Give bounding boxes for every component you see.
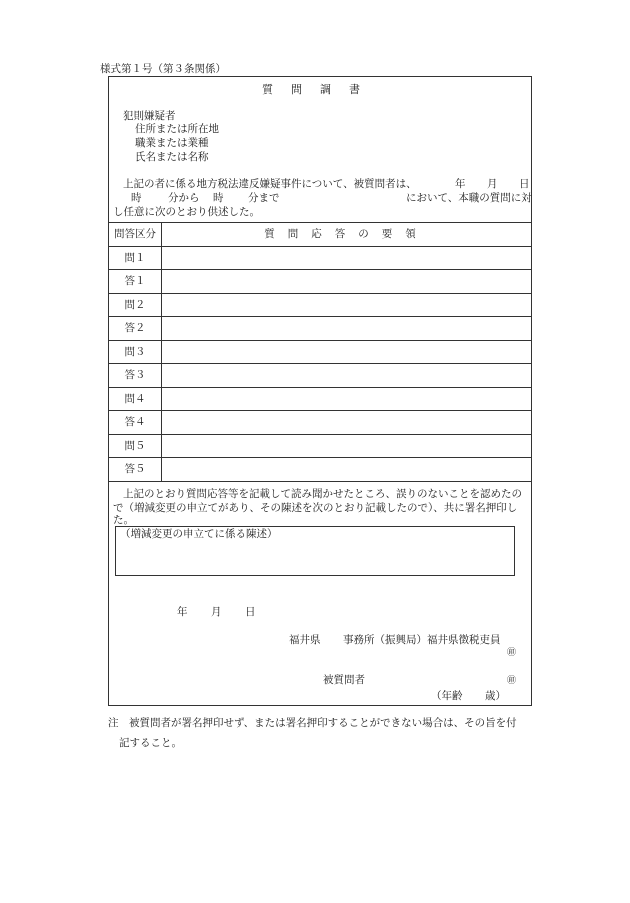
qa-row-content	[162, 434, 532, 458]
statement-day: 日	[519, 178, 530, 190]
statement-hour-until: 時	[213, 192, 224, 204]
qa-row-label: 問５	[109, 434, 162, 458]
table-row	[109, 458, 531, 482]
qa-row-label: 答５	[109, 458, 162, 482]
respondent-seal-icon: ㊞	[507, 676, 517, 686]
qa-row-content	[162, 364, 532, 388]
closing-text-3: た。	[113, 514, 134, 526]
table-row	[109, 364, 531, 388]
qa-row-label: 問３	[109, 340, 162, 364]
statement-month: 月	[487, 178, 498, 190]
statement-text: 上記の者に係る地方税法違反嫌疑事件について、被質問者は、	[123, 178, 417, 190]
footnote-line-1: 注 被質問者が署名押印せず、または署名押印することができない場合は、その旨を付	[108, 717, 517, 729]
qa-row-content	[162, 340, 532, 364]
qa-row-label: 問２	[109, 293, 162, 317]
amendment-box	[115, 526, 515, 576]
table-row	[109, 246, 531, 270]
table-row	[109, 270, 531, 294]
closing-text-2: で（増減変更の申立てがあり、その陳述を次のとおり記載したので）、共に署名押印し	[113, 502, 518, 514]
form-title: 質問調書	[262, 83, 378, 96]
officer-label: 福井県徴税吏員	[427, 634, 501, 646]
age-open-label: （年齢	[431, 690, 463, 702]
qa-row-content	[162, 293, 532, 317]
qa-row-content	[162, 270, 532, 294]
qa-row-label: 問１	[109, 246, 162, 270]
table-header-row	[109, 223, 531, 247]
form-frame	[108, 76, 532, 706]
table-row	[109, 387, 531, 411]
sign-year: 年	[177, 606, 188, 618]
qa-row-content	[162, 458, 532, 482]
table-row	[109, 317, 531, 341]
name-label: 氏名または名称	[135, 151, 209, 163]
qa-row-label: 答３	[109, 364, 162, 388]
closing-text-1: 上記のとおり質問応答等を記載して読み聞かせたところ、誤りのないことを認めたの	[123, 488, 522, 500]
occupation-label: 職業または業種	[135, 137, 209, 149]
office-label: 事務所（振興局）	[343, 634, 427, 646]
qa-table	[109, 222, 531, 482]
statement-place-text: において、本職の質問に対	[406, 192, 532, 204]
sign-day: 日	[245, 606, 256, 618]
officer-seal-icon: ㊞	[507, 648, 517, 658]
form-number-label: 様式第１号（第３条関係）	[100, 63, 226, 75]
amendment-label: （増減変更の申立てに係る陳述）	[120, 528, 278, 540]
statement-minute-from: 分から	[168, 192, 200, 204]
qa-row-content	[162, 246, 532, 270]
qa-row-label: 答１	[109, 270, 162, 294]
qa-row-content	[162, 317, 532, 341]
sign-month: 月	[211, 606, 222, 618]
qa-row-label: 答２	[109, 317, 162, 341]
qa-row-content	[162, 387, 532, 411]
statement-hour-from: 時	[131, 192, 142, 204]
statement-year: 年	[455, 178, 466, 190]
table-row	[109, 434, 531, 458]
table-row	[109, 293, 531, 317]
age-close-label: 歳）	[485, 690, 506, 702]
qa-row-label: 問４	[109, 387, 162, 411]
table-row	[109, 411, 531, 435]
qa-row-label: 答４	[109, 411, 162, 435]
suspect-heading: 犯則嫌疑者	[123, 110, 176, 122]
qa-row-content	[162, 411, 532, 435]
qa-label-header: 問答区分	[109, 223, 162, 247]
address-label: 住所または所在地	[135, 123, 219, 135]
statement-minute-until: 分まで	[248, 192, 280, 204]
statement-text-end: し任意に次のとおり供述した。	[113, 206, 260, 218]
respondent-label: 被質問者	[323, 674, 365, 686]
prefecture-label: 福井県	[289, 634, 321, 646]
footnote-line-2: 記すること。	[119, 737, 182, 749]
table-row	[109, 340, 531, 364]
qa-content-header: 質問応答の要領	[162, 223, 532, 247]
